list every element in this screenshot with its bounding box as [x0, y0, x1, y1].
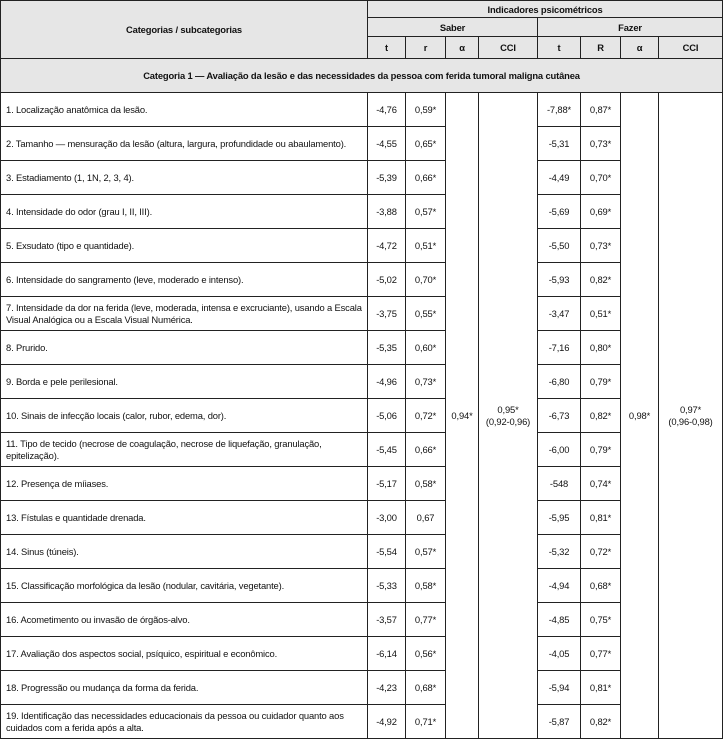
- saber-cci-value: [479, 93, 538, 739]
- saber-t-value: -4,23: [368, 671, 406, 705]
- subcategory-label: 9. Borda e pele perilesional.: [1, 365, 368, 399]
- saber-t-value: -5,33: [368, 569, 406, 603]
- saber-t-value: -4,96: [368, 365, 406, 399]
- fazer-r-value: 0,51*: [581, 297, 621, 331]
- fazer-r-value: 0,80*: [581, 331, 621, 365]
- fazer-r-value: 0,75*: [581, 603, 621, 637]
- saber-t-value: -6,14: [368, 637, 406, 671]
- fazer-t-value: -3,47: [538, 297, 581, 331]
- saber-t-header: t: [368, 37, 406, 59]
- subcategory-label: 5. Exsudato (tipo e quantidade).: [1, 229, 368, 263]
- saber-r-value: 0,70*: [406, 263, 446, 297]
- fazer-t-value: -5,69: [538, 195, 581, 229]
- fazer-r-value: 0,82*: [581, 705, 621, 739]
- category-title: Categoria 1 — Avaliação da lesão e das necessidades da pessoa com ferida tumoral maligna cutânea: [1, 59, 723, 93]
- fazer-r-value: 0,74*: [581, 467, 621, 501]
- saber-cci-header: CCI: [479, 37, 538, 59]
- fazer-t-value: -6,00: [538, 433, 581, 467]
- table-row: [1, 569, 723, 603]
- table-row: [1, 161, 723, 195]
- indicators-header: Indicadores psicométricos: [368, 1, 723, 18]
- subcategory-label: 6. Intensidade do sangramento (leve, moderado e intenso).: [1, 263, 368, 297]
- fazer-t-value: -4,85: [538, 603, 581, 637]
- saber-t-value: -5,35: [368, 331, 406, 365]
- fazer-r-value: 0,70*: [581, 161, 621, 195]
- fazer-t-value: -7,88*: [538, 93, 581, 127]
- saber-r-value: 0,51*: [406, 229, 446, 263]
- subcategory-label: 8. Prurido.: [1, 331, 368, 365]
- saber-t-value: -4,76: [368, 93, 406, 127]
- fazer-cci-value-line: (0,96-0,98): [668, 415, 713, 427]
- table-row: [1, 331, 723, 365]
- table-row: [1, 263, 723, 297]
- saber-cci-value-line: 0,95*: [497, 403, 519, 415]
- fazer-cci-value-line: 0,97*: [679, 403, 702, 415]
- table-row: [1, 399, 723, 433]
- subcategory-label: 18. Progressão ou mudança da forma da ferida.: [1, 671, 368, 705]
- subcategory-label: 2. Tamanho — mensuração da lesão (altura, largura, profundidade ou abaulamento).: [1, 127, 368, 161]
- saber-alpha-value-line: 0,94*: [451, 409, 473, 421]
- fazer-t-value: -7,16: [538, 331, 581, 365]
- fazer-t-value: -5,31: [538, 127, 581, 161]
- subcategory-label: 13. Fístulas e quantidade drenada.: [1, 501, 368, 535]
- saber-t-value: -3,57: [368, 603, 406, 637]
- saber-r-value: 0,59*: [406, 93, 446, 127]
- fazer-alpha-value-line: 0,98*: [628, 409, 651, 421]
- fazer-alpha-value: [621, 93, 659, 739]
- fazer-r-value: 0,77*: [581, 637, 621, 671]
- fazer-alpha-header: α: [621, 37, 659, 59]
- subcategory-label: 4. Intensidade do odor (grau I, II, III).: [1, 195, 368, 229]
- fazer-t-value: -4,94: [538, 569, 581, 603]
- fazer-t-value: -5,32: [538, 535, 581, 569]
- saber-r-value: 0,71*: [406, 705, 446, 739]
- fazer-t-value: -5,95: [538, 501, 581, 535]
- saber-r-value: 0,65*: [406, 127, 446, 161]
- fazer-cci-header: CCI: [659, 37, 723, 59]
- fazer-cci-value: [659, 93, 723, 739]
- fazer-r-value: 0,82*: [581, 263, 621, 297]
- saber-t-value: -4,92: [368, 705, 406, 739]
- table-row: [1, 603, 723, 637]
- saber-r-value: 0,77*: [406, 603, 446, 637]
- fazer-header: Fazer: [538, 18, 723, 37]
- subcategory-label: 15. Classificação morfológica da lesão (nodular, cavitária, vegetante).: [1, 569, 368, 603]
- saber-t-value: -3,75: [368, 297, 406, 331]
- saber-t-value: -5,54: [368, 535, 406, 569]
- saber-cci-value-line: (0,92-0,96): [485, 415, 531, 427]
- saber-r-value: 0,68*: [406, 671, 446, 705]
- fazer-r-value: 0,69*: [581, 195, 621, 229]
- fazer-r-value: 0,72*: [581, 535, 621, 569]
- table-row: [1, 637, 723, 671]
- fazer-r-header: R: [581, 37, 621, 59]
- fazer-t-value: -5,87: [538, 705, 581, 739]
- fazer-t-value: -4,05: [538, 637, 581, 671]
- saber-t-value: -4,55: [368, 127, 406, 161]
- table-body: [1, 93, 723, 739]
- fazer-r-value: 0,79*: [581, 433, 621, 467]
- subcategory-label: 19. Identificação das necessidades educacionais da pessoa ou cuidador quanto aos cuidados com a ferida após a alta.: [1, 705, 368, 739]
- saber-r-header: r: [406, 37, 446, 59]
- fazer-r-value: 0,73*: [581, 127, 621, 161]
- subcategory-label: 3. Estadiamento (1, 1N, 2, 3, 4).: [1, 161, 368, 195]
- saber-t-value: -5,17: [368, 467, 406, 501]
- fazer-t-value: -6,80: [538, 365, 581, 399]
- saber-r-value: 0,72*: [406, 399, 446, 433]
- saber-r-value: 0,56*: [406, 637, 446, 671]
- saber-r-value: 0,73*: [406, 365, 446, 399]
- categories-header: Categorias / subcategorias: [1, 1, 368, 59]
- saber-t-value: -5,45: [368, 433, 406, 467]
- table-row: [1, 501, 723, 535]
- fazer-r-value: 0,82*: [581, 399, 621, 433]
- saber-r-value: 0,58*: [406, 569, 446, 603]
- saber-header: Saber: [368, 18, 538, 37]
- subcategory-label: 7. Intensidade da dor na ferida (leve, moderada, intensa e excruciante), usando a Escala Visual Analógica ou a Escala Visual Numérica.: [1, 297, 368, 331]
- fazer-r-value: 0,79*: [581, 365, 621, 399]
- fazer-r-value: 0,68*: [581, 569, 621, 603]
- saber-r-value: 0,60*: [406, 331, 446, 365]
- subcategory-label: 11. Tipo de tecido (necrose de coagulação, necrose de liquefação, granulação, epitelização).: [1, 433, 368, 467]
- saber-alpha-header: α: [446, 37, 479, 59]
- saber-t-value: -3,00: [368, 501, 406, 535]
- fazer-r-value: 0,81*: [581, 671, 621, 705]
- saber-alpha-value: [446, 93, 479, 739]
- table-row: [1, 229, 723, 263]
- fazer-r-value: 0,73*: [581, 229, 621, 263]
- table-row: [1, 127, 723, 161]
- table-row: [1, 535, 723, 569]
- table-row: [1, 195, 723, 229]
- saber-r-value: 0,67: [406, 501, 446, 535]
- table-row: [1, 467, 723, 501]
- fazer-r-value: 0,81*: [581, 501, 621, 535]
- subcategory-label: 1. Localização anatômica da lesão.: [1, 93, 368, 127]
- table-row: [1, 297, 723, 331]
- saber-r-value: 0,58*: [406, 467, 446, 501]
- saber-r-value: 0,57*: [406, 195, 446, 229]
- saber-r-value: 0,66*: [406, 433, 446, 467]
- saber-r-value: 0,66*: [406, 161, 446, 195]
- table-row: [1, 705, 723, 739]
- table-row: [1, 365, 723, 399]
- subcategory-label: 16. Acometimento ou invasão de órgãos-alvo.: [1, 603, 368, 637]
- subcategory-label: 10. Sinais de infecção locais (calor, rubor, edema, dor).: [1, 399, 368, 433]
- saber-t-value: -5,39: [368, 161, 406, 195]
- subcategory-label: 14. Sinus (túneis).: [1, 535, 368, 569]
- table-row: [1, 433, 723, 467]
- saber-t-value: -5,02: [368, 263, 406, 297]
- fazer-t-value: -5,50: [538, 229, 581, 263]
- subcategory-label: 12. Presença de míiases.: [1, 467, 368, 501]
- fazer-t-header: t: [538, 37, 581, 59]
- fazer-r-value: 0,87*: [581, 93, 621, 127]
- saber-t-value: -3,88: [368, 195, 406, 229]
- fazer-t-value: -5,94: [538, 671, 581, 705]
- fazer-t-value: -6,73: [538, 399, 581, 433]
- fazer-t-value: -5,93: [538, 263, 581, 297]
- saber-t-value: -5,06: [368, 399, 406, 433]
- fazer-t-value: -4,49: [538, 161, 581, 195]
- saber-t-value: -4,72: [368, 229, 406, 263]
- subcategory-label: 17. Avaliação dos aspectos social, psíquico, espiritual e econômico.: [1, 637, 368, 671]
- saber-r-value: 0,55*: [406, 297, 446, 331]
- table-row: [1, 93, 723, 127]
- fazer-t-value: -548: [538, 467, 581, 501]
- saber-r-value: 0,57*: [406, 535, 446, 569]
- table-row: [1, 671, 723, 705]
